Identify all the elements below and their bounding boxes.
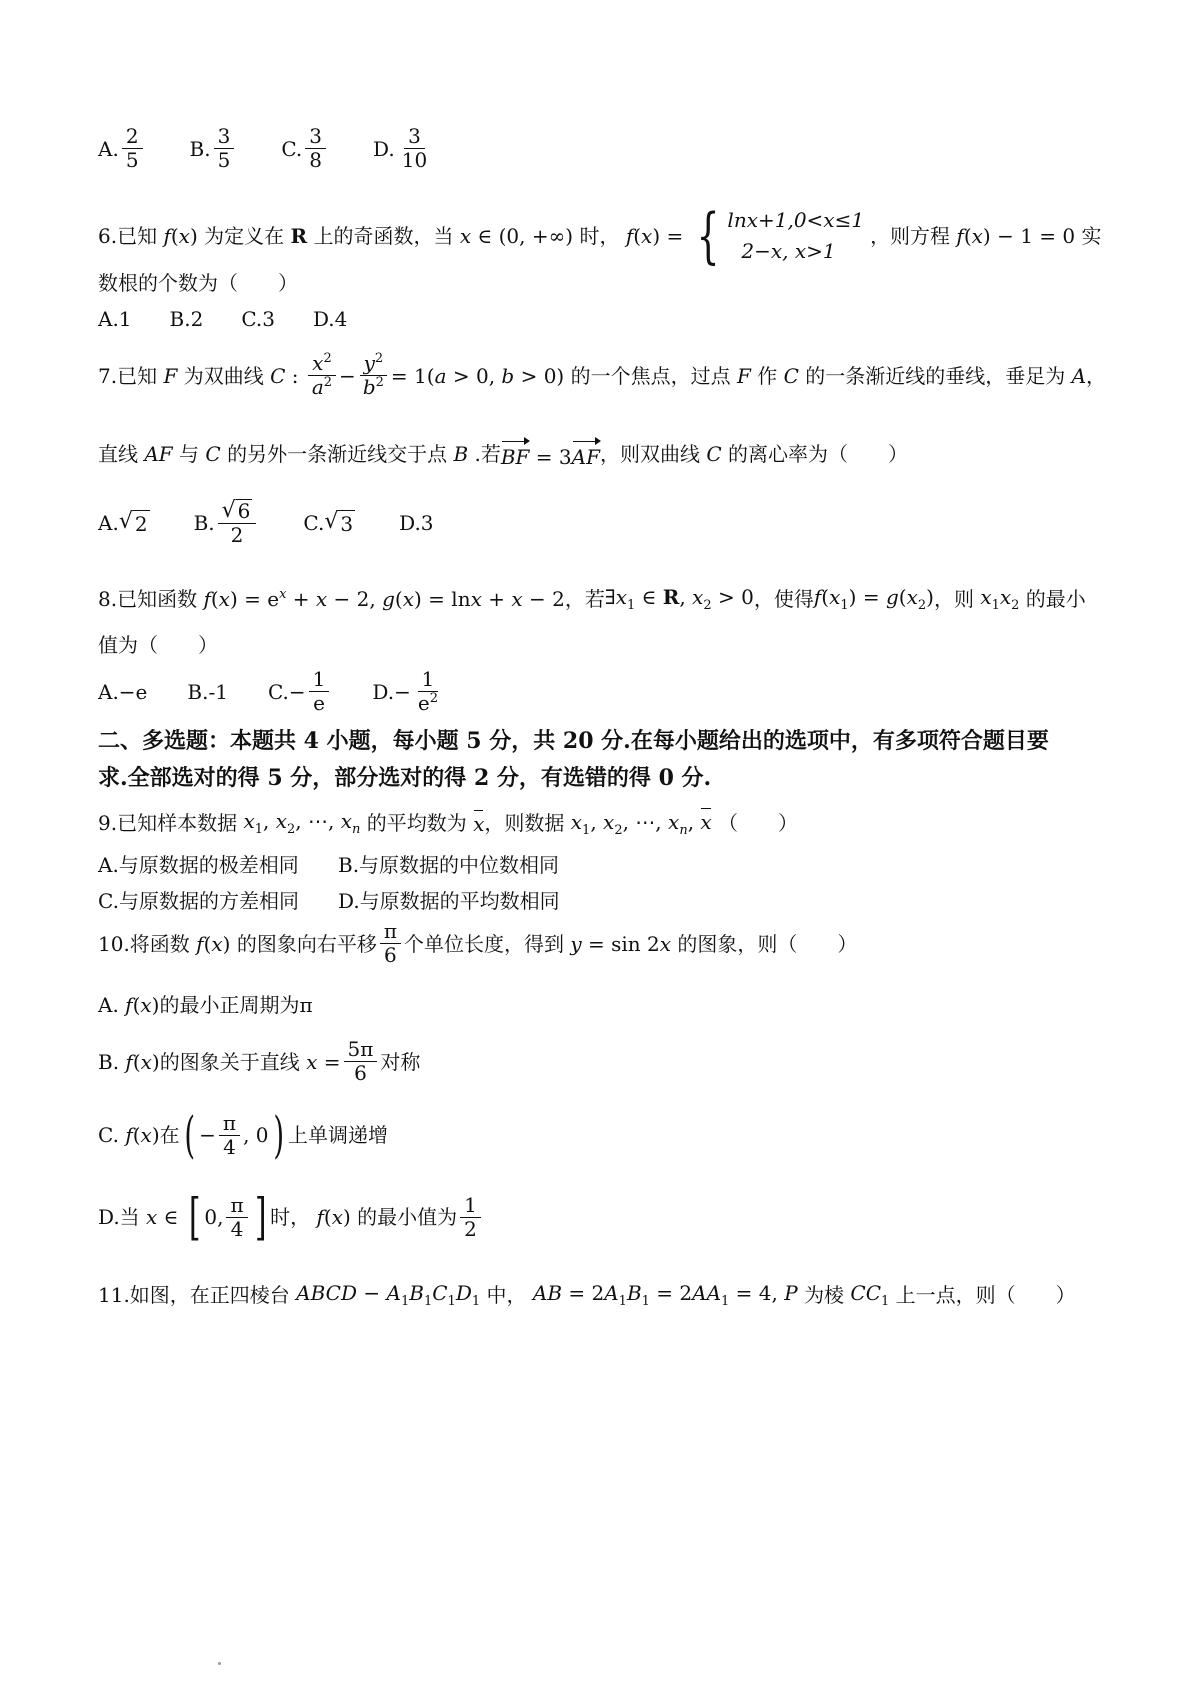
question-6-line2: 数根的个数为（ ） <box>98 271 298 295</box>
q5-options <box>98 125 478 172</box>
q8-option-b: B.-1 <box>187 679 228 704</box>
q7-options <box>98 498 478 547</box>
q9-options-row2 <box>98 888 560 914</box>
question-10-stem: 10.将函数 f(x) 的图象向右平移 $\frac{\pi}{6}$ 个单位长度，得到 y = sin 2x 的图象，则（ ） <box>98 919 858 967</box>
q8-option-a: A.−e <box>98 679 148 704</box>
question-8-line2: 值为（ ） <box>98 633 218 657</box>
question-9-stem: 9.已知样本数据 $x_1$, $x_2$, ⋯, $x_n$ 的平均数为 x ，则数据 $x_1$, $x_2$, ⋯, $x_n$, x （ ） <box>98 806 798 840</box>
section-2-heading: 二、多选题：本题共 4 小题，每小题 5 分，共 20 分.在每小题给出的选项中，有多项符合题目要 求.全部选对的得 5 分，部分选对的得 2 分，有选错的得 0 分. <box>98 728 1049 791</box>
q8-option-d: D. − $\frac{1}{e^2}$ <box>372 667 438 715</box>
q9-option-d: D.与原数据的平均数相同 <box>338 889 560 913</box>
question-7-line2: 直线 AF 与 C 的另外一条渐近线交于点 B .若 BF = 3AF ，则双曲线 C 的离心率为（ ） <box>98 438 908 470</box>
q6-option-b: B.2 <box>169 307 204 331</box>
q6-options <box>98 306 391 332</box>
q10-option-c: C. f(x) 在 ( − $\frac{\pi}{4}$ , 0 ) 上单调递增 <box>98 1106 389 1164</box>
q9-option-b: B.与原数据的中位数相同 <box>338 853 560 877</box>
q7-option-c: C. √ 3 <box>303 509 354 536</box>
q10-option-a: A. f(x) 的最小正周期为π <box>98 993 313 1017</box>
q7-option-d: D.3 <box>399 510 434 535</box>
question-11-stem: 11.如图，在正四棱台 ABCD − $A_1B_1C_1D_1$ 中， AB = $2A_1B_1 = 2AA_1 = 4$, P 为棱 $CC_1$ 上一点，则（ ） <box>98 1281 1076 1309</box>
q6-option-c: C.3 <box>241 307 275 331</box>
q9-options-row1 <box>98 852 559 878</box>
q8-options <box>98 668 489 715</box>
q6-option-d: D.4 <box>312 307 348 331</box>
q7-option-a: A. √ 2 <box>98 509 148 536</box>
q5-option-c: C. $\frac{3}{8}$ <box>281 125 329 172</box>
question-8-stem: 8.已知函数 $f(x) = e^x + x - 2$, g(x) = lnx + x − 2 ，若 $\exists x_1$ ∈ R, $x_2 > 0$ ，使得 $f(x_1) = g(x_2)$ ，则 $x_1x_2$ 的最小 <box>98 585 1086 613</box>
page-mark <box>218 1662 221 1665</box>
q5-option-a: A. $\frac{2}{5}$ <box>98 125 146 172</box>
q6-option-a: A.1 <box>98 307 132 331</box>
q5-option-d: D. $\frac{3}{10}$ <box>373 124 428 172</box>
q6-piecewise: { lnx+1,0<x≤1 2−x, x>1 <box>696 201 865 271</box>
q9-option-c: C.与原数据的方差相同 <box>98 889 299 913</box>
question-6-stem: 6.已知 f(x) 为定义在 R 上的奇函数，当 x ∈ (0, +∞) 时， f(x) = { lnx+1,0<x≤1 2−x, x>1 ，则方程 f(x) − 1 = 0 实 <box>98 201 1102 271</box>
q10-option-b: B. f(x) 的图象关于直线 x = $\frac{5\pi}{6}$ 对称 <box>98 1037 421 1085</box>
q5-option-b: B. $\frac{3}{5}$ <box>190 125 238 172</box>
question-7-stem: 7.已知 F 为双曲线 C : $\frac{x^2}{a^2}$ − $\frac{y^2}{b^2}$ = 1(a > 0, b > 0) 的一个焦点，过点 F 作 C 的一条渐近线的垂线，垂足为 A ， <box>98 351 1107 399</box>
q8-option-c: C. − $\frac{1}{e}$ <box>268 668 332 715</box>
q10-option-d: D.当 x ∈ [ 0, $\frac{\pi}{4}$ ] 时， f(x) 的最小值为 $\frac{1}{2}$ <box>98 1192 484 1242</box>
q7-option-b: B. √ 6 2 <box>194 498 260 547</box>
q9-option-a: A.与原数据的极差相同 <box>98 853 299 877</box>
